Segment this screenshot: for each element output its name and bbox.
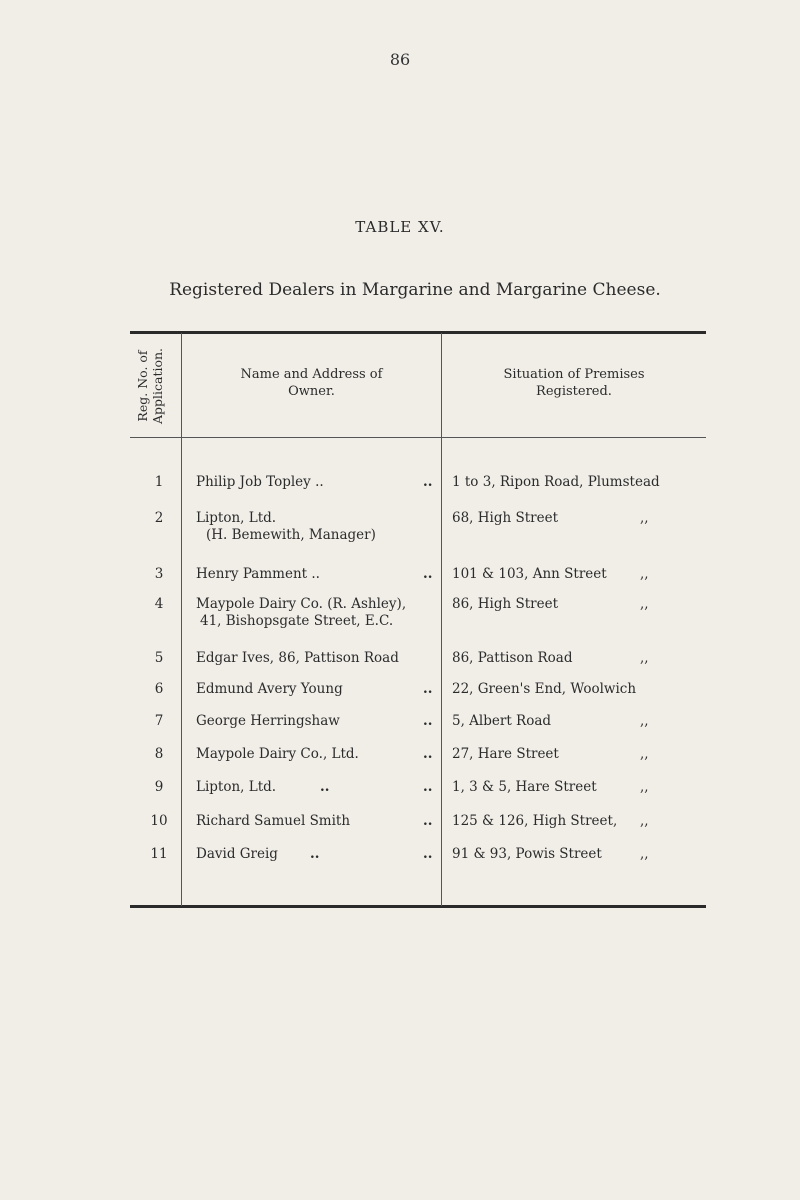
owner-name-line2: 41, Bishopsgate Street, E.C. bbox=[200, 613, 394, 629]
reg-number: 11 bbox=[150, 846, 168, 862]
reg-number: 4 bbox=[154, 596, 164, 612]
table-subtitle: Registered Dealers in Margarine and Margarine Cheese. bbox=[169, 280, 661, 300]
ditto-mark: ,, bbox=[640, 846, 649, 862]
premises-situation: 5, Albert Road bbox=[452, 713, 552, 729]
owner-name bbox=[196, 510, 436, 544]
dot-leader: .. bbox=[423, 813, 433, 829]
reg-number: 10 bbox=[150, 813, 168, 829]
reg-number: 7 bbox=[154, 713, 164, 729]
reg-number: 6 bbox=[154, 681, 164, 697]
premises-situation: 22, Green's End, Woolwich bbox=[452, 681, 637, 697]
dot-leader: .. bbox=[423, 474, 433, 490]
header-reg-line2: Application. bbox=[150, 347, 165, 425]
premises-situation: 27, Hare Street bbox=[452, 746, 559, 762]
owner-name-line1: Edmund Avery Young bbox=[196, 681, 343, 697]
premises-situation: 1 to 3, Ripon Road, Plumstead bbox=[452, 474, 660, 490]
owner-name-line1: David Greig bbox=[196, 846, 278, 862]
owner-name bbox=[196, 650, 436, 667]
reg-number: 9 bbox=[154, 779, 164, 795]
owner-name-line1: Maypole Dairy Co., Ltd. bbox=[196, 746, 359, 762]
owner-name bbox=[196, 681, 436, 698]
owner-name-line1: Henry Pamment .. bbox=[196, 566, 320, 582]
dot-leader: .. bbox=[423, 779, 433, 795]
header-situation-line2: Registered. bbox=[536, 384, 612, 399]
owner-name-line1: Lipton, Ltd. bbox=[196, 779, 277, 795]
reg-number: 5 bbox=[154, 650, 164, 666]
dot-leader: .. bbox=[320, 779, 330, 795]
premises-situation: 1, 3 & 5, Hare Street bbox=[452, 779, 597, 795]
owner-name-line2: (H. Bemewith, Manager) bbox=[206, 527, 376, 543]
owner-name-line1: Lipton, Ltd. bbox=[196, 510, 277, 526]
owner-name-line1: Edgar Ives, 86, Pattison Road bbox=[196, 650, 399, 666]
owner-name bbox=[196, 746, 436, 763]
reg-number: 2 bbox=[154, 510, 164, 526]
dot-leader: .. bbox=[423, 681, 433, 697]
reg-number: 3 bbox=[154, 566, 164, 582]
premises-situation: 125 & 126, High Street, bbox=[452, 813, 618, 829]
header-situation bbox=[442, 366, 706, 400]
header-name-address bbox=[182, 366, 441, 400]
dot-leader: .. bbox=[423, 846, 433, 862]
premises-situation: 86, Pattison Road bbox=[452, 650, 573, 666]
header-reg-line1: Reg. No. of bbox=[135, 350, 150, 422]
ditto-mark: ,, bbox=[640, 813, 649, 829]
header-divider-rule bbox=[130, 437, 706, 438]
reg-number: 1 bbox=[154, 474, 164, 490]
ditto-mark: ,, bbox=[640, 779, 649, 795]
dot-leader: .. bbox=[423, 746, 433, 762]
owner-name bbox=[196, 713, 436, 730]
premises-situation: 86, High Street bbox=[452, 596, 559, 612]
header-reg-no bbox=[128, 336, 172, 436]
dot-leader: .. bbox=[310, 846, 320, 862]
reg-number: 8 bbox=[154, 746, 164, 762]
owner-name-line1: George Herringshaw bbox=[196, 713, 340, 729]
header-situation-line1: Situation of Premises bbox=[503, 367, 645, 382]
ditto-mark: ,, bbox=[640, 713, 649, 729]
premises-situation: 91 & 93, Powis Street bbox=[452, 846, 602, 862]
owner-name-line1: Maypole Dairy Co. (R. Ashley), bbox=[196, 596, 407, 612]
ditto-mark: ,, bbox=[640, 510, 649, 526]
owner-name bbox=[196, 566, 436, 583]
owner-name bbox=[196, 474, 436, 491]
table-top-rule bbox=[130, 331, 706, 334]
dot-leader: .. bbox=[423, 713, 433, 729]
table-title: TABLE XV. bbox=[355, 218, 445, 236]
ditto-mark: ,, bbox=[640, 746, 649, 762]
owner-name bbox=[196, 779, 436, 796]
ditto-mark: ,, bbox=[640, 596, 649, 612]
premises-situation: 101 & 103, Ann Street bbox=[452, 566, 607, 582]
ditto-mark: ,, bbox=[640, 566, 649, 582]
owner-name-line1: Richard Samuel Smith bbox=[196, 813, 351, 829]
premises-situation: 68, High Street bbox=[452, 510, 559, 526]
header-name-line2: Owner. bbox=[288, 384, 335, 399]
column-divider-2 bbox=[441, 333, 442, 906]
dot-leader: .. bbox=[423, 566, 433, 582]
header-name-line1: Name and Address of bbox=[240, 367, 383, 382]
owner-name bbox=[196, 813, 436, 830]
owner-name bbox=[196, 596, 436, 630]
ditto-mark: ,, bbox=[640, 650, 649, 666]
table-bottom-rule bbox=[130, 905, 706, 908]
owner-name-line1: Philip Job Topley .. bbox=[196, 474, 324, 490]
page-number: 86 bbox=[389, 50, 411, 69]
